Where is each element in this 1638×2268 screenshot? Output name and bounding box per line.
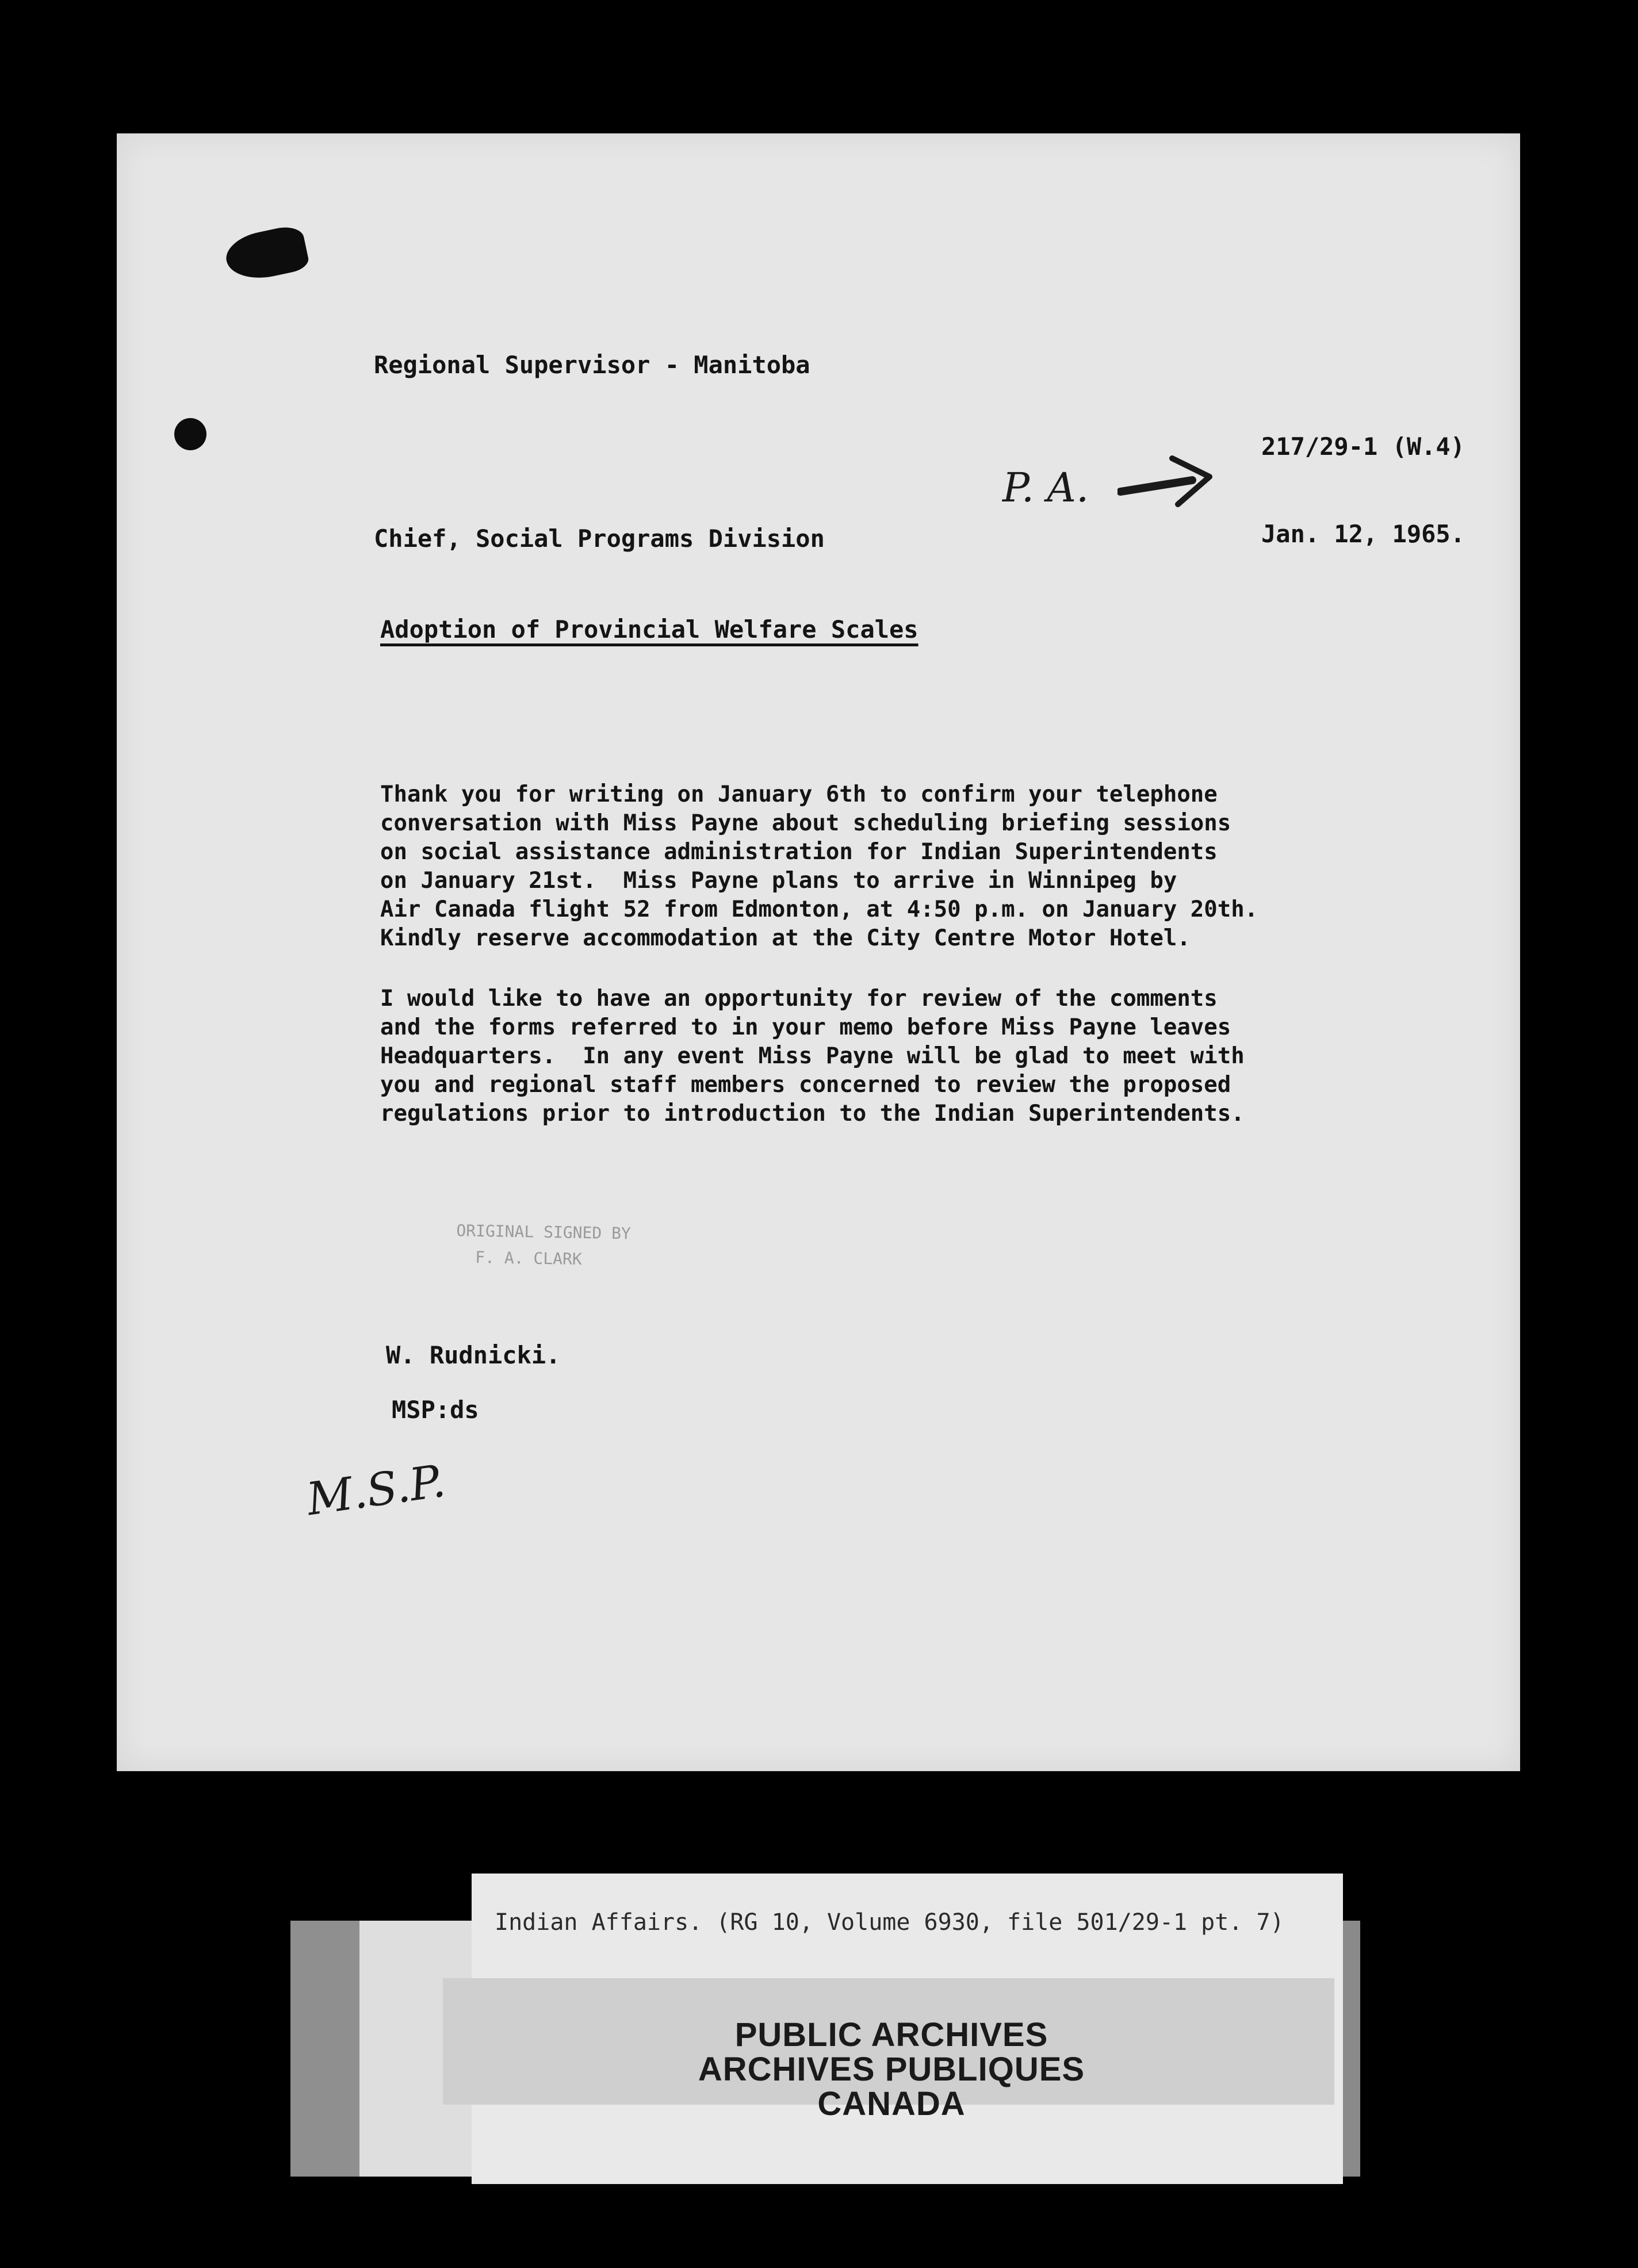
archive-line-canada: CANADA (817, 2085, 966, 2123)
arrow-icon (1117, 447, 1221, 510)
memo-sheet (117, 133, 1520, 1771)
archive-line-public-archives: PUBLIC ARCHIVES (734, 2016, 1048, 2054)
memo-sender: Chief, Social Programs Division (374, 524, 825, 553)
handwritten-initials: M.S.P. (303, 1455, 449, 1526)
ink-blot (222, 223, 311, 285)
signatory-name: W. Rudnicki. (386, 1341, 561, 1369)
signature-stamp: ORIGINAL SIGNED BY F. A. CLARK (456, 1221, 632, 1269)
mount-tape-left (290, 1921, 359, 2177)
memo-paragraph-2: I would like to have an opportunity for review of the comments and the forms referred to in your memo before Miss Payne leaves Headquarters. In any event Miss Payne will be glad to meet with you and regional staff members concerned to review the proposed regulations prior to introduction to the Indian Superintendents. (380, 986, 1245, 1127)
punch-hole (174, 418, 206, 450)
handwritten-note: P. A. (1002, 464, 1089, 511)
typist-initials: MSP:ds (392, 1396, 479, 1424)
archive-line-archives-publiques: ARCHIVES PUBLIQUES (698, 2051, 1085, 2088)
archive-citation: Indian Affairs. (RG 10, Volume 6930, file 501/29-1 pt. 7) (495, 1909, 1284, 1936)
memo-subject: Adoption of Provincial Welfare Scales (380, 615, 918, 643)
memo-paragraph-1: Thank you for writing on January 6th to confirm your telephone conversation with Miss Payne about scheduling briefing sessions on social assistance administration for Indian Superintendents on January 21st. Miss Payne plans to arrive in Winnipeg by Air Canada flight 52 from Edmonton, at 4:50 p.m. on January 20th. Kindly reserve accommodation at the City Centre Motor Hotel. (380, 781, 1258, 951)
memo-date: Jan. 12, 1965. (1261, 520, 1465, 548)
memo-recipient: Regional Supervisor - Manitoba (374, 351, 810, 379)
file-reference: 217/29-1 (W.4) (1261, 432, 1465, 461)
